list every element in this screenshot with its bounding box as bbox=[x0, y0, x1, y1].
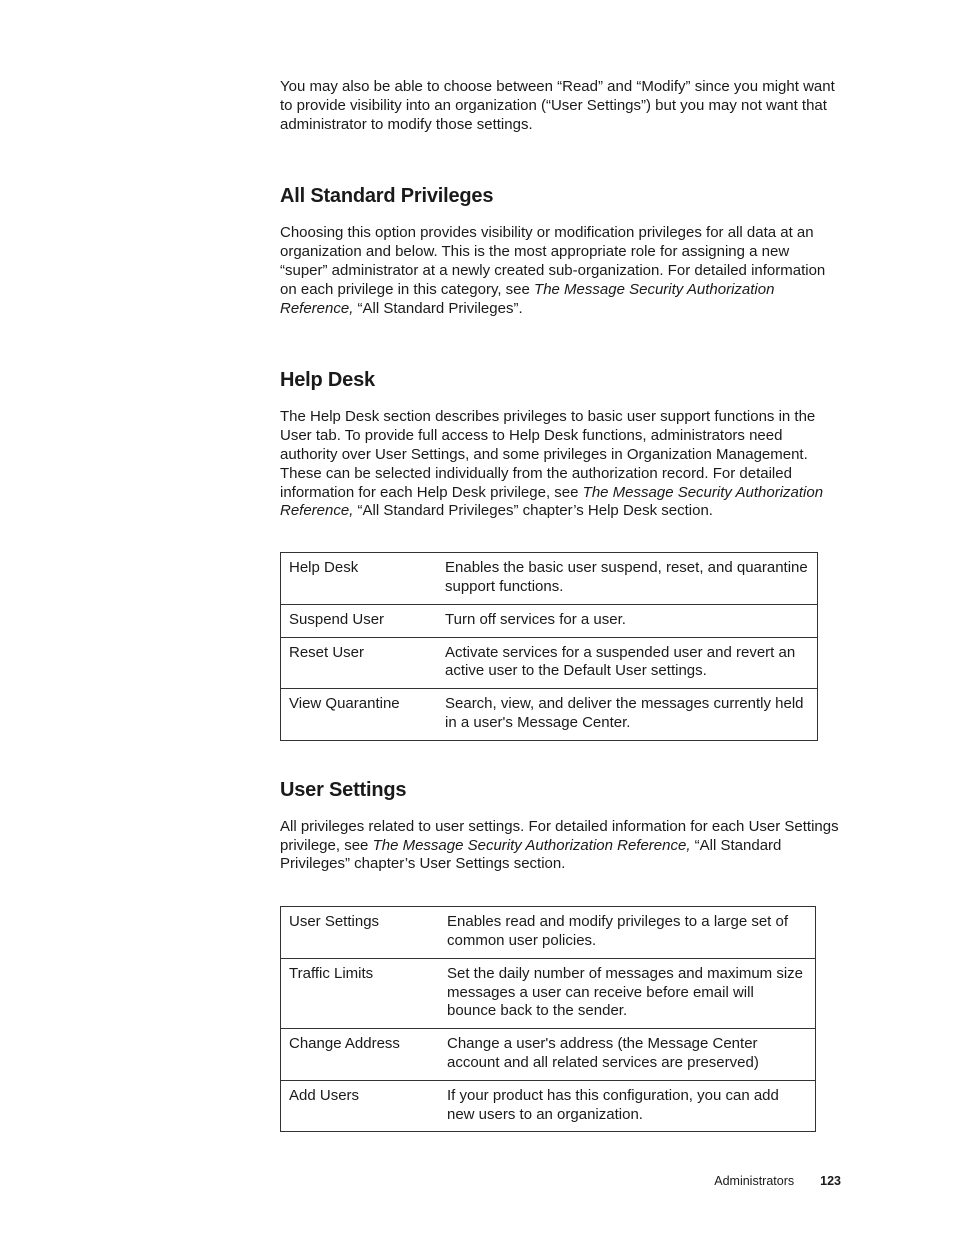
help-desk-reference: The Message Security Authorization Reference, bbox=[280, 483, 824, 520]
table-row bbox=[281, 958, 816, 1028]
privilege-name: Reset User bbox=[281, 637, 438, 689]
footer-section-title: Administrators bbox=[714, 1174, 795, 1188]
all-standard-text-b: “All Standard Privileges”. bbox=[353, 299, 523, 317]
privilege-description: Activate services for a suspended user and revert an active user to the Default User settings. bbox=[437, 637, 818, 689]
table-row bbox=[281, 553, 818, 605]
table-row bbox=[281, 604, 818, 637]
page-footer bbox=[714, 1174, 841, 1188]
user-settings-paragraph bbox=[280, 818, 840, 874]
privilege-name: Help Desk bbox=[281, 553, 438, 605]
table-row bbox=[281, 637, 818, 689]
privilege-description: Change a user's address (the Message Center account and all related services are preserved) bbox=[439, 1029, 816, 1081]
table-row bbox=[281, 689, 818, 741]
page-content bbox=[280, 78, 840, 1132]
intro-paragraph: You may also be able to choose between “Read” and “Modify” since you might want to provide visibility into an organization (“User Settings”) but you may not want that administrator to modify those settings. bbox=[280, 78, 835, 133]
privilege-name: Suspend User bbox=[281, 604, 438, 637]
user-settings-privileges-table bbox=[280, 906, 816, 1132]
all-standard-privileges-heading: All Standard Privileges bbox=[280, 185, 494, 208]
user-settings-heading: User Settings bbox=[280, 778, 407, 801]
help-desk-heading: Help Desk bbox=[280, 369, 375, 392]
help-desk-text-b: “All Standard Privileges” chapter’s Help Desk section. bbox=[353, 502, 713, 520]
user-settings-reference: The Message Security Authorization Reference, bbox=[372, 836, 691, 854]
privilege-name: Traffic Limits bbox=[281, 958, 440, 1028]
table-row bbox=[281, 907, 816, 959]
privilege-description: If your product has this configuration, you can add new users to an organization. bbox=[439, 1080, 816, 1132]
all-standard-text-a: Choosing this option provides visibility or modification privileges for all data at an organization and below. This is the most appropriate role for assigning a new “super” administrator at a newly created sub-organization. For detailed information on each privilege in this category, see bbox=[280, 224, 826, 298]
user-settings-text-a: All privileges related to user settings. For detailed information for each User Settings privilege, see bbox=[280, 817, 839, 854]
all-standard-privileges-paragraph bbox=[280, 224, 840, 318]
help-desk-paragraph bbox=[280, 408, 840, 521]
user-settings-text-b: “All Standard Privileges” chapter’s User Settings section. bbox=[280, 836, 782, 873]
privilege-name: User Settings bbox=[281, 907, 440, 959]
all-standard-reference: The Message Security Authorization Reference, bbox=[280, 280, 775, 317]
privilege-description: Set the daily number of messages and maximum size messages a user can receive before email will bounce back to the sender. bbox=[439, 958, 816, 1028]
help-desk-privileges-table bbox=[280, 552, 818, 741]
privilege-name: Change Address bbox=[281, 1029, 440, 1081]
privilege-description: Enables read and modify privileges to a large set of common user policies. bbox=[439, 907, 816, 959]
privilege-name: Add Users bbox=[281, 1080, 440, 1132]
privilege-description: Search, view, and deliver the messages currently held in a user's Message Center. bbox=[437, 689, 818, 741]
privilege-description: Turn off services for a user. bbox=[437, 604, 818, 637]
help-desk-text-a: The Help Desk section describes privileges to basic user support functions in the User tab. To provide full access to Help Desk functions, administrators need authority over User Settings, and some privileges in Organization Management. These can be selected individually from the authorization record. For detailed information for each Help Desk privilege, see bbox=[280, 408, 816, 501]
table-row bbox=[281, 1080, 816, 1132]
privilege-description: Enables the basic user suspend, reset, and quarantine support functions. bbox=[437, 553, 818, 605]
table-row bbox=[281, 1029, 816, 1081]
privilege-name: View Quarantine bbox=[281, 689, 438, 741]
page-number: 123 bbox=[820, 1174, 841, 1188]
